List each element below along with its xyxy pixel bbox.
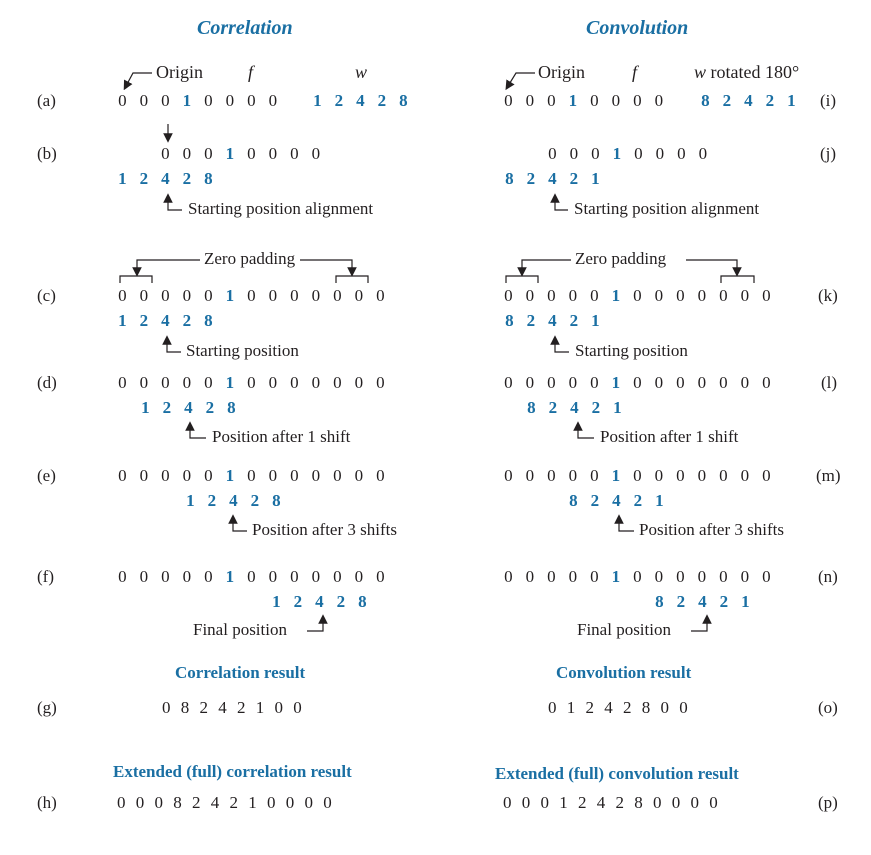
kernel-digit: 2 (162, 398, 172, 417)
caption-k: Starting position (575, 341, 688, 360)
seq-digit: 0 (118, 567, 127, 586)
w-rotated-label: w rotated 180° (694, 62, 800, 82)
kernel-digit: 2 (591, 398, 601, 417)
zero-pad-bracket-r2 (721, 276, 754, 283)
f-label-left: f (248, 62, 254, 82)
seq-digit: 0 (376, 567, 385, 586)
seq-digit: 0 (698, 144, 708, 163)
kernel-digit: 2 (377, 91, 387, 110)
seq-n-f (503, 567, 783, 587)
seq-digit: 0 (740, 286, 750, 305)
seq-digit: 0 (311, 567, 321, 586)
seq-digit: 0 (719, 567, 728, 586)
label-i: (i) (820, 91, 837, 110)
seq-digit: 0 (740, 373, 750, 392)
kernel-digit: 8 (272, 491, 281, 510)
seq-digit: 0 (697, 373, 707, 392)
seq-digit: 0 (268, 286, 278, 305)
kernel-digit: 2 (207, 491, 217, 510)
kernel-digit: 4 (570, 398, 579, 417)
seq-digit: 0 (118, 466, 127, 485)
seq-j-f (547, 144, 719, 164)
kernel-digit: 2 (676, 592, 686, 611)
seq-l-f (503, 373, 783, 393)
seq-digit: 0 (268, 144, 278, 163)
seq-digit: 0 (568, 286, 578, 305)
kernel-digit: 2 (139, 311, 149, 330)
label-m: (m) (816, 466, 841, 485)
correlation-result-values: 0 8 2 4 2 1 0 0 (162, 698, 302, 717)
seq-digit: 0 (182, 567, 192, 586)
kernel-digit: 2 (569, 311, 579, 330)
seq-digit: 1 (225, 144, 235, 163)
seq-digit: 0 (547, 466, 556, 485)
seq-digit: 0 (504, 567, 513, 586)
kernel-digit: 2 (334, 91, 344, 110)
kernel-digit: 1 (186, 491, 195, 510)
seq-digit: 0 (204, 373, 213, 392)
seq-digit: 0 (204, 466, 213, 485)
seq-digit: 0 (182, 466, 192, 485)
seq-digit: 0 (139, 91, 149, 110)
origin-arrow-left (126, 73, 152, 86)
seq-e-w (185, 491, 293, 511)
seq-digit: 0 (547, 567, 556, 586)
zero-pad-line-right2 (686, 260, 737, 272)
kernel-digit: 2 (182, 311, 192, 330)
label-b: (b) (37, 144, 57, 163)
seq-digit: 0 (676, 373, 685, 392)
seq-n-w (654, 592, 762, 612)
seq-digit: 0 (247, 466, 256, 485)
seq-digit: 1 (225, 466, 235, 485)
label-g: (g) (37, 698, 57, 717)
seq-digit: 0 (547, 373, 556, 392)
seq-digit: 0 (525, 567, 535, 586)
seq-digit: 0 (762, 286, 771, 305)
seq-digit: 0 (525, 286, 535, 305)
origin-label-right: Origin (538, 62, 585, 82)
kernel-digit: 8 (358, 592, 367, 611)
seq-digit: 1 (611, 466, 621, 485)
label-p: (p) (818, 793, 838, 812)
seq-digit: 0 (697, 286, 707, 305)
w-rotated-label-text: rotated 180° (706, 62, 800, 82)
seq-c-w (117, 311, 225, 331)
convolution-title: Convolution (586, 17, 689, 39)
seq-digit: 0 (333, 567, 342, 586)
seq-digit: 0 (139, 373, 149, 392)
kernel-digit: 1 (118, 169, 127, 188)
caption-c: Starting position (186, 341, 299, 360)
seq-digit: 0 (590, 567, 599, 586)
seq-digit: 0 (354, 567, 364, 586)
seq-digit: 1 (182, 91, 192, 110)
seq-digit: 0 (268, 373, 278, 392)
seq-digit: 0 (333, 373, 342, 392)
seq-digit: 0 (311, 286, 321, 305)
seq-m-w (568, 491, 676, 511)
kernel-digit: 4 (548, 311, 557, 330)
seq-digit: 0 (504, 91, 513, 110)
kernel-digit: 2 (526, 311, 536, 330)
seq-digit: 0 (568, 466, 578, 485)
kernel-digit: 4 (315, 592, 324, 611)
caption-l: Position after 1 shift (600, 427, 739, 446)
seq-digit: 0 (677, 144, 686, 163)
seq-a-f (117, 91, 289, 111)
kernel-digit: 2 (722, 91, 732, 110)
label-l: (l) (821, 373, 838, 392)
seq-digit: 0 (740, 567, 750, 586)
seq-digit: 0 (290, 567, 299, 586)
seq-digit: 0 (118, 286, 127, 305)
seq-digit: 0 (161, 567, 170, 586)
convolution-result-title: Convolution result (556, 663, 692, 682)
seq-digit: 0 (182, 286, 192, 305)
seq-digit: 0 (654, 466, 664, 485)
label-j: (j) (820, 144, 837, 163)
seq-digit: 0 (676, 567, 685, 586)
seq-digit: 0 (569, 144, 579, 163)
kernel-digit: 2 (205, 398, 215, 417)
kernel-digit: 8 (505, 311, 514, 330)
seq-digit: 0 (719, 466, 728, 485)
seq-digit: 0 (290, 466, 299, 485)
zero-pad-bracket-l2 (336, 276, 368, 283)
kernel-digit: 8 (655, 592, 664, 611)
seq-digit: 0 (268, 466, 278, 485)
kernel-digit: 1 (787, 91, 796, 110)
seq-digit: 0 (161, 91, 170, 110)
seq-digit: 0 (118, 91, 127, 110)
seq-digit: 0 (247, 373, 256, 392)
seq-digit: 0 (525, 373, 535, 392)
seq-digit: 0 (247, 91, 256, 110)
seq-digit: 1 (225, 567, 235, 586)
seq-digit: 0 (290, 373, 299, 392)
seq-digit: 0 (590, 286, 599, 305)
kernel-digit: 8 (527, 398, 536, 417)
seq-digit: 0 (504, 373, 513, 392)
kernel-digit: 1 (313, 91, 322, 110)
seq-digit: 0 (697, 466, 707, 485)
seq-digit: 0 (590, 373, 599, 392)
seq-digit: 0 (525, 91, 535, 110)
seq-digit: 0 (354, 466, 364, 485)
seq-digit: 0 (311, 144, 321, 163)
caption-j: Starting position alignment (574, 199, 760, 218)
final-marker-f (307, 619, 323, 631)
kernel-digit: 4 (184, 398, 193, 417)
seq-digit: 1 (611, 567, 621, 586)
kernel-digit: 1 (272, 592, 281, 611)
kernel-digit: 4 (548, 169, 557, 188)
kernel-digit: 1 (613, 398, 622, 417)
seq-digit: 0 (247, 286, 256, 305)
zero-pad-bracket-r1 (506, 276, 538, 283)
kernel-digit: 2 (590, 491, 600, 510)
seq-digit: 1 (611, 286, 621, 305)
seq-digit: 0 (654, 373, 664, 392)
kernel-digit: 2 (139, 169, 149, 188)
full-convolution-values: 0 0 0 1 2 4 2 8 0 0 0 0 (503, 793, 718, 812)
kernel-digit: 1 (141, 398, 150, 417)
seq-digit: 0 (504, 466, 513, 485)
kernel-digit: 4 (161, 169, 170, 188)
seq-digit: 1 (611, 373, 621, 392)
kernel-digit: 1 (591, 169, 600, 188)
shift3-marker-m (619, 519, 634, 531)
seq-digit: 0 (697, 567, 707, 586)
caption-n: Final position (577, 620, 671, 639)
label-d: (d) (37, 373, 57, 392)
kernel-digit: 2 (765, 91, 775, 110)
seq-digit: 0 (290, 286, 299, 305)
kernel-digit: 2 (250, 491, 260, 510)
seq-digit: 0 (504, 286, 513, 305)
label-o: (o) (818, 698, 838, 717)
kernel-digit: 4 (698, 592, 707, 611)
seq-digit: 0 (333, 286, 342, 305)
kernel-digit: 8 (701, 91, 710, 110)
seq-c-f (117, 286, 397, 306)
seq-i-f (503, 91, 675, 111)
seq-digit: 0 (633, 466, 642, 485)
seq-j-w (504, 169, 612, 189)
kernel-digit: 2 (293, 592, 303, 611)
seq-digit: 0 (376, 286, 385, 305)
seq-b-f (160, 144, 332, 164)
seq-digit: 0 (719, 286, 728, 305)
seq-digit: 0 (590, 466, 599, 485)
seq-digit: 0 (548, 144, 557, 163)
shift3-marker-e (233, 519, 247, 531)
seq-digit: 0 (204, 91, 213, 110)
seq-digit: 0 (139, 466, 149, 485)
f-label-right: f (632, 62, 638, 82)
kernel-digit: 4 (229, 491, 238, 510)
seq-d-w (140, 398, 248, 418)
final-marker-n (691, 619, 707, 631)
seq-digit: 0 (247, 144, 256, 163)
kernel-digit: 1 (741, 592, 750, 611)
seq-i-w (700, 91, 808, 111)
seq-digit: 0 (161, 466, 170, 485)
seq-digit: 0 (354, 286, 364, 305)
seq-digit: 1 (612, 144, 622, 163)
seq-digit: 0 (268, 567, 278, 586)
seq-digit: 0 (719, 373, 728, 392)
seq-m-f (503, 466, 783, 486)
seq-digit: 0 (762, 466, 771, 485)
seq-digit: 0 (634, 144, 643, 163)
label-c: (c) (37, 286, 56, 305)
seq-digit: 0 (762, 567, 771, 586)
seq-k-f (503, 286, 783, 306)
kernel-digit: 4 (161, 311, 170, 330)
seq-digit: 1 (225, 373, 235, 392)
full-correlation-title: Extended (full) correlation result (113, 762, 352, 781)
label-f: (f) (37, 567, 54, 586)
kernel-digit: 8 (204, 169, 213, 188)
zero-pad-line-left (137, 260, 200, 272)
kernel-digit: 1 (655, 491, 664, 510)
kernel-digit: 1 (591, 311, 600, 330)
seq-digit: 0 (376, 373, 385, 392)
seq-digit: 0 (654, 91, 664, 110)
kernel-digit: 2 (182, 169, 192, 188)
caption-f: Final position (193, 620, 287, 639)
seq-digit: 0 (762, 373, 771, 392)
kernel-digit: 2 (633, 491, 643, 510)
seq-digit: 0 (204, 567, 213, 586)
w-label-left: w (355, 62, 368, 82)
label-n: (n) (818, 567, 838, 586)
kernel-digit: 2 (526, 169, 536, 188)
kernel-digit: 8 (204, 311, 213, 330)
seq-digit: 0 (376, 466, 385, 485)
zero-pad-line-right (522, 260, 571, 272)
seq-digit: 0 (161, 144, 170, 163)
seq-digit: 0 (204, 286, 213, 305)
label-h: (h) (37, 793, 57, 812)
start-align-left (168, 198, 182, 210)
zero-padding-right: Zero padding (575, 249, 667, 268)
start-marker-k (555, 340, 569, 352)
origin-label-left: Origin (156, 62, 203, 82)
kernel-digit: 1 (118, 311, 127, 330)
seq-digit: 0 (591, 144, 600, 163)
kernel-digit: 4 (744, 91, 753, 110)
seq-digit: 0 (182, 373, 192, 392)
caption-b: Starting position alignment (188, 199, 374, 218)
full-correlation-values: 0 0 0 8 2 4 2 1 0 0 0 0 (117, 793, 332, 812)
kernel-digit: 4 (612, 491, 621, 510)
seq-digit: 0 (590, 91, 599, 110)
seq-digit: 0 (633, 91, 642, 110)
seq-digit: 0 (139, 567, 149, 586)
seq-digit: 0 (161, 286, 170, 305)
start-align-right (555, 198, 568, 210)
seq-digit: 0 (247, 567, 256, 586)
convolution-result-values: 0 1 2 4 2 8 0 0 (548, 698, 688, 717)
zero-pad-line-left2 (300, 260, 352, 272)
caption-m: Position after 3 shifts (639, 520, 784, 539)
zero-padding-left: Zero padding (204, 249, 296, 268)
seq-digit: 0 (568, 567, 578, 586)
seq-digit: 0 (225, 91, 235, 110)
kernel-digit: 2 (336, 592, 346, 611)
seq-digit: 0 (311, 373, 321, 392)
seq-digit: 0 (139, 286, 149, 305)
label-a: (a) (37, 91, 56, 110)
seq-digit: 0 (161, 373, 170, 392)
seq-digit: 1 (225, 286, 235, 305)
zero-pad-bracket-l1 (120, 276, 152, 283)
seq-digit: 0 (740, 466, 750, 485)
kernel-digit: 8 (227, 398, 236, 417)
seq-l-w (526, 398, 634, 418)
seq-digit: 0 (633, 286, 642, 305)
kernel-digit: 2 (719, 592, 729, 611)
seq-digit: 0 (547, 286, 556, 305)
caption-e: Position after 3 shifts (252, 520, 397, 539)
seq-digit: 0 (311, 466, 321, 485)
seq-digit: 0 (655, 144, 665, 163)
seq-digit: 0 (633, 567, 642, 586)
seq-digit: 0 (568, 373, 578, 392)
seq-digit: 0 (611, 91, 621, 110)
seq-digit: 1 (568, 91, 578, 110)
kernel-digit: 4 (356, 91, 365, 110)
seq-digit: 0 (118, 373, 127, 392)
shift1-marker-d (190, 426, 206, 438)
seq-digit: 0 (633, 373, 642, 392)
kernel-digit: 2 (548, 398, 558, 417)
origin-arrow-right (508, 73, 535, 86)
seq-e-f (117, 466, 397, 486)
seq-digit: 0 (204, 144, 213, 163)
seq-digit: 0 (268, 91, 278, 110)
label-e: (e) (37, 466, 56, 485)
full-convolution-title: Extended (full) convolution result (495, 764, 739, 783)
shift1-marker-l (578, 426, 594, 438)
seq-d-f (117, 373, 397, 393)
start-marker-c (167, 340, 181, 352)
seq-digit: 0 (290, 144, 299, 163)
seq-digit: 0 (182, 144, 192, 163)
kernel-digit: 2 (569, 169, 579, 188)
seq-digit: 0 (525, 466, 535, 485)
seq-digit: 0 (547, 91, 556, 110)
seq-digit: 0 (676, 286, 685, 305)
caption-d: Position after 1 shift (212, 427, 351, 446)
seq-a-w (312, 91, 420, 111)
seq-f-f (117, 567, 397, 587)
seq-digit: 0 (333, 466, 342, 485)
correlation-result-title: Correlation result (175, 663, 306, 682)
kernel-digit: 8 (399, 91, 408, 110)
label-k: (k) (818, 286, 838, 305)
seq-digit: 0 (654, 567, 664, 586)
seq-digit: 0 (354, 373, 364, 392)
kernel-digit: 8 (569, 491, 578, 510)
correlation-title: Correlation (197, 17, 293, 39)
seq-digit: 0 (676, 466, 685, 485)
seq-k-w (504, 311, 612, 331)
seq-b-w (117, 169, 225, 189)
seq-f-w (271, 592, 379, 612)
seq-digit: 0 (654, 286, 664, 305)
kernel-digit: 8 (505, 169, 514, 188)
